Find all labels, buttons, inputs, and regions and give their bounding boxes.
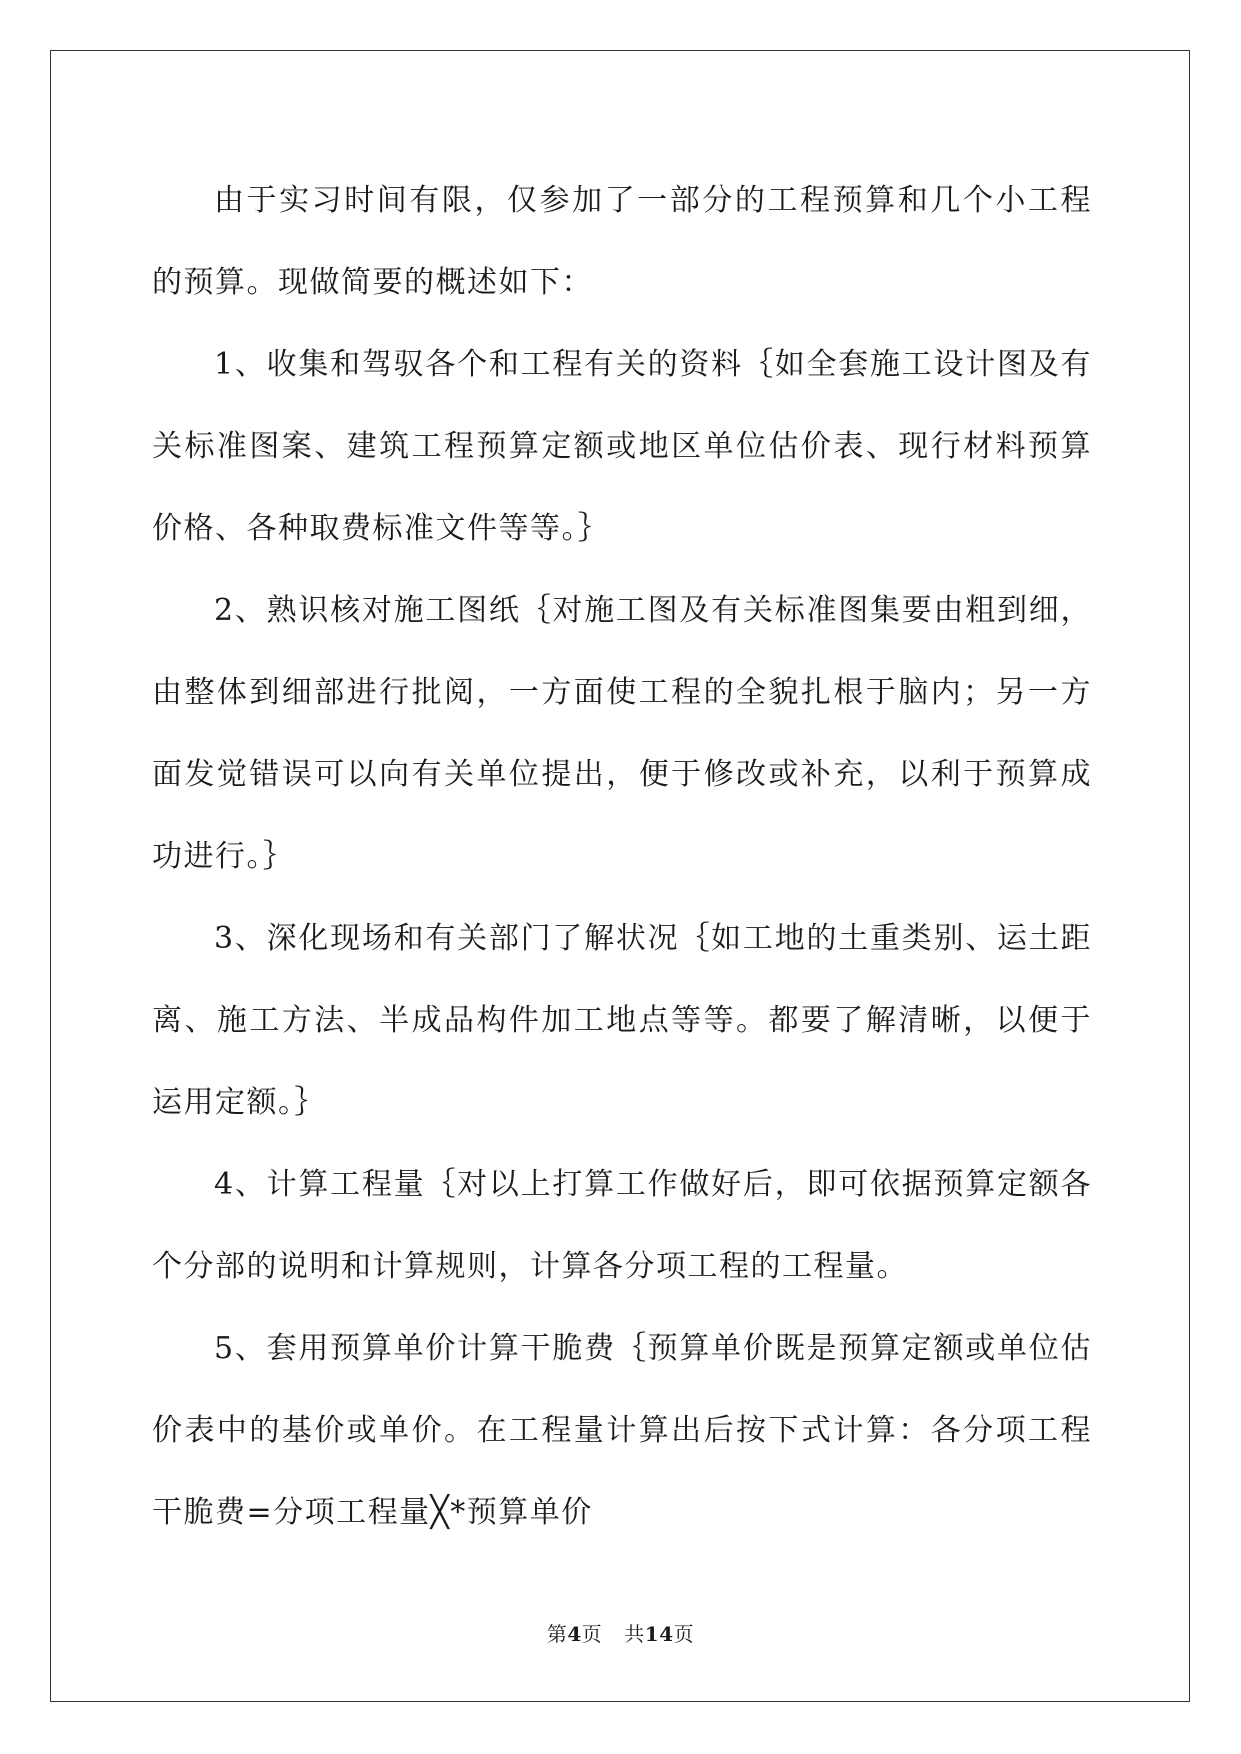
page-suffix: 页 [581, 1622, 603, 1646]
document-body [152, 160, 1092, 1554]
paragraph-item-5: 5、套用预算单价计算干脆费｛预算单价既是预算定额或单位估价表中的基价或单价。在工程量计算出后按下式计算：各分项工程干脆费=分项工程量╳*预算单价 [152, 1331, 1092, 1530]
paragraph-intro: 由于实习时间有限，仅参加了一部分的工程预算和几个小工程的预算。现做简要的概述如下： [152, 183, 1092, 300]
total-pages: 14 [644, 1622, 674, 1646]
paragraph-item-3: 3、深化现场和有关部门了解状况｛如工地的土重类别、运土距离、施工方法、半成品构件加工地点等等。都要了解清晰，以便于运用定额。｝ [152, 921, 1092, 1120]
total-prefix: 共 [624, 1622, 645, 1646]
page-prefix: 第 [546, 1622, 568, 1646]
total-suffix: 页 [673, 1622, 695, 1646]
paragraph-item-1: 1、收集和驾驭各个和工程有关的资料｛如全套施工设计图及有关标准图案、建筑工程预算定额或地区单位估价表、现行材料预算价格、各种取费标准文件等等。｝ [152, 347, 1092, 546]
paragraph-item-4: 4、计算工程量｛对以上打算工作做好后，即可依据预算定额各个分部的说明和计算规则，计算各分项工程的工程量。 [152, 1167, 1092, 1284]
page-footer [0, 1618, 1241, 1647]
page-number: 4 [567, 1622, 582, 1646]
paragraph-item-2: 2、熟识核对施工图纸｛对施工图及有关标准图集要由粗到细，由整体到细部进行批阅，一方面使工程的全貌扎根于脑内；另一方面发觉错误可以向有关单位提出，便于修改或补充，以利于预算成功进行。｝ [152, 593, 1092, 874]
